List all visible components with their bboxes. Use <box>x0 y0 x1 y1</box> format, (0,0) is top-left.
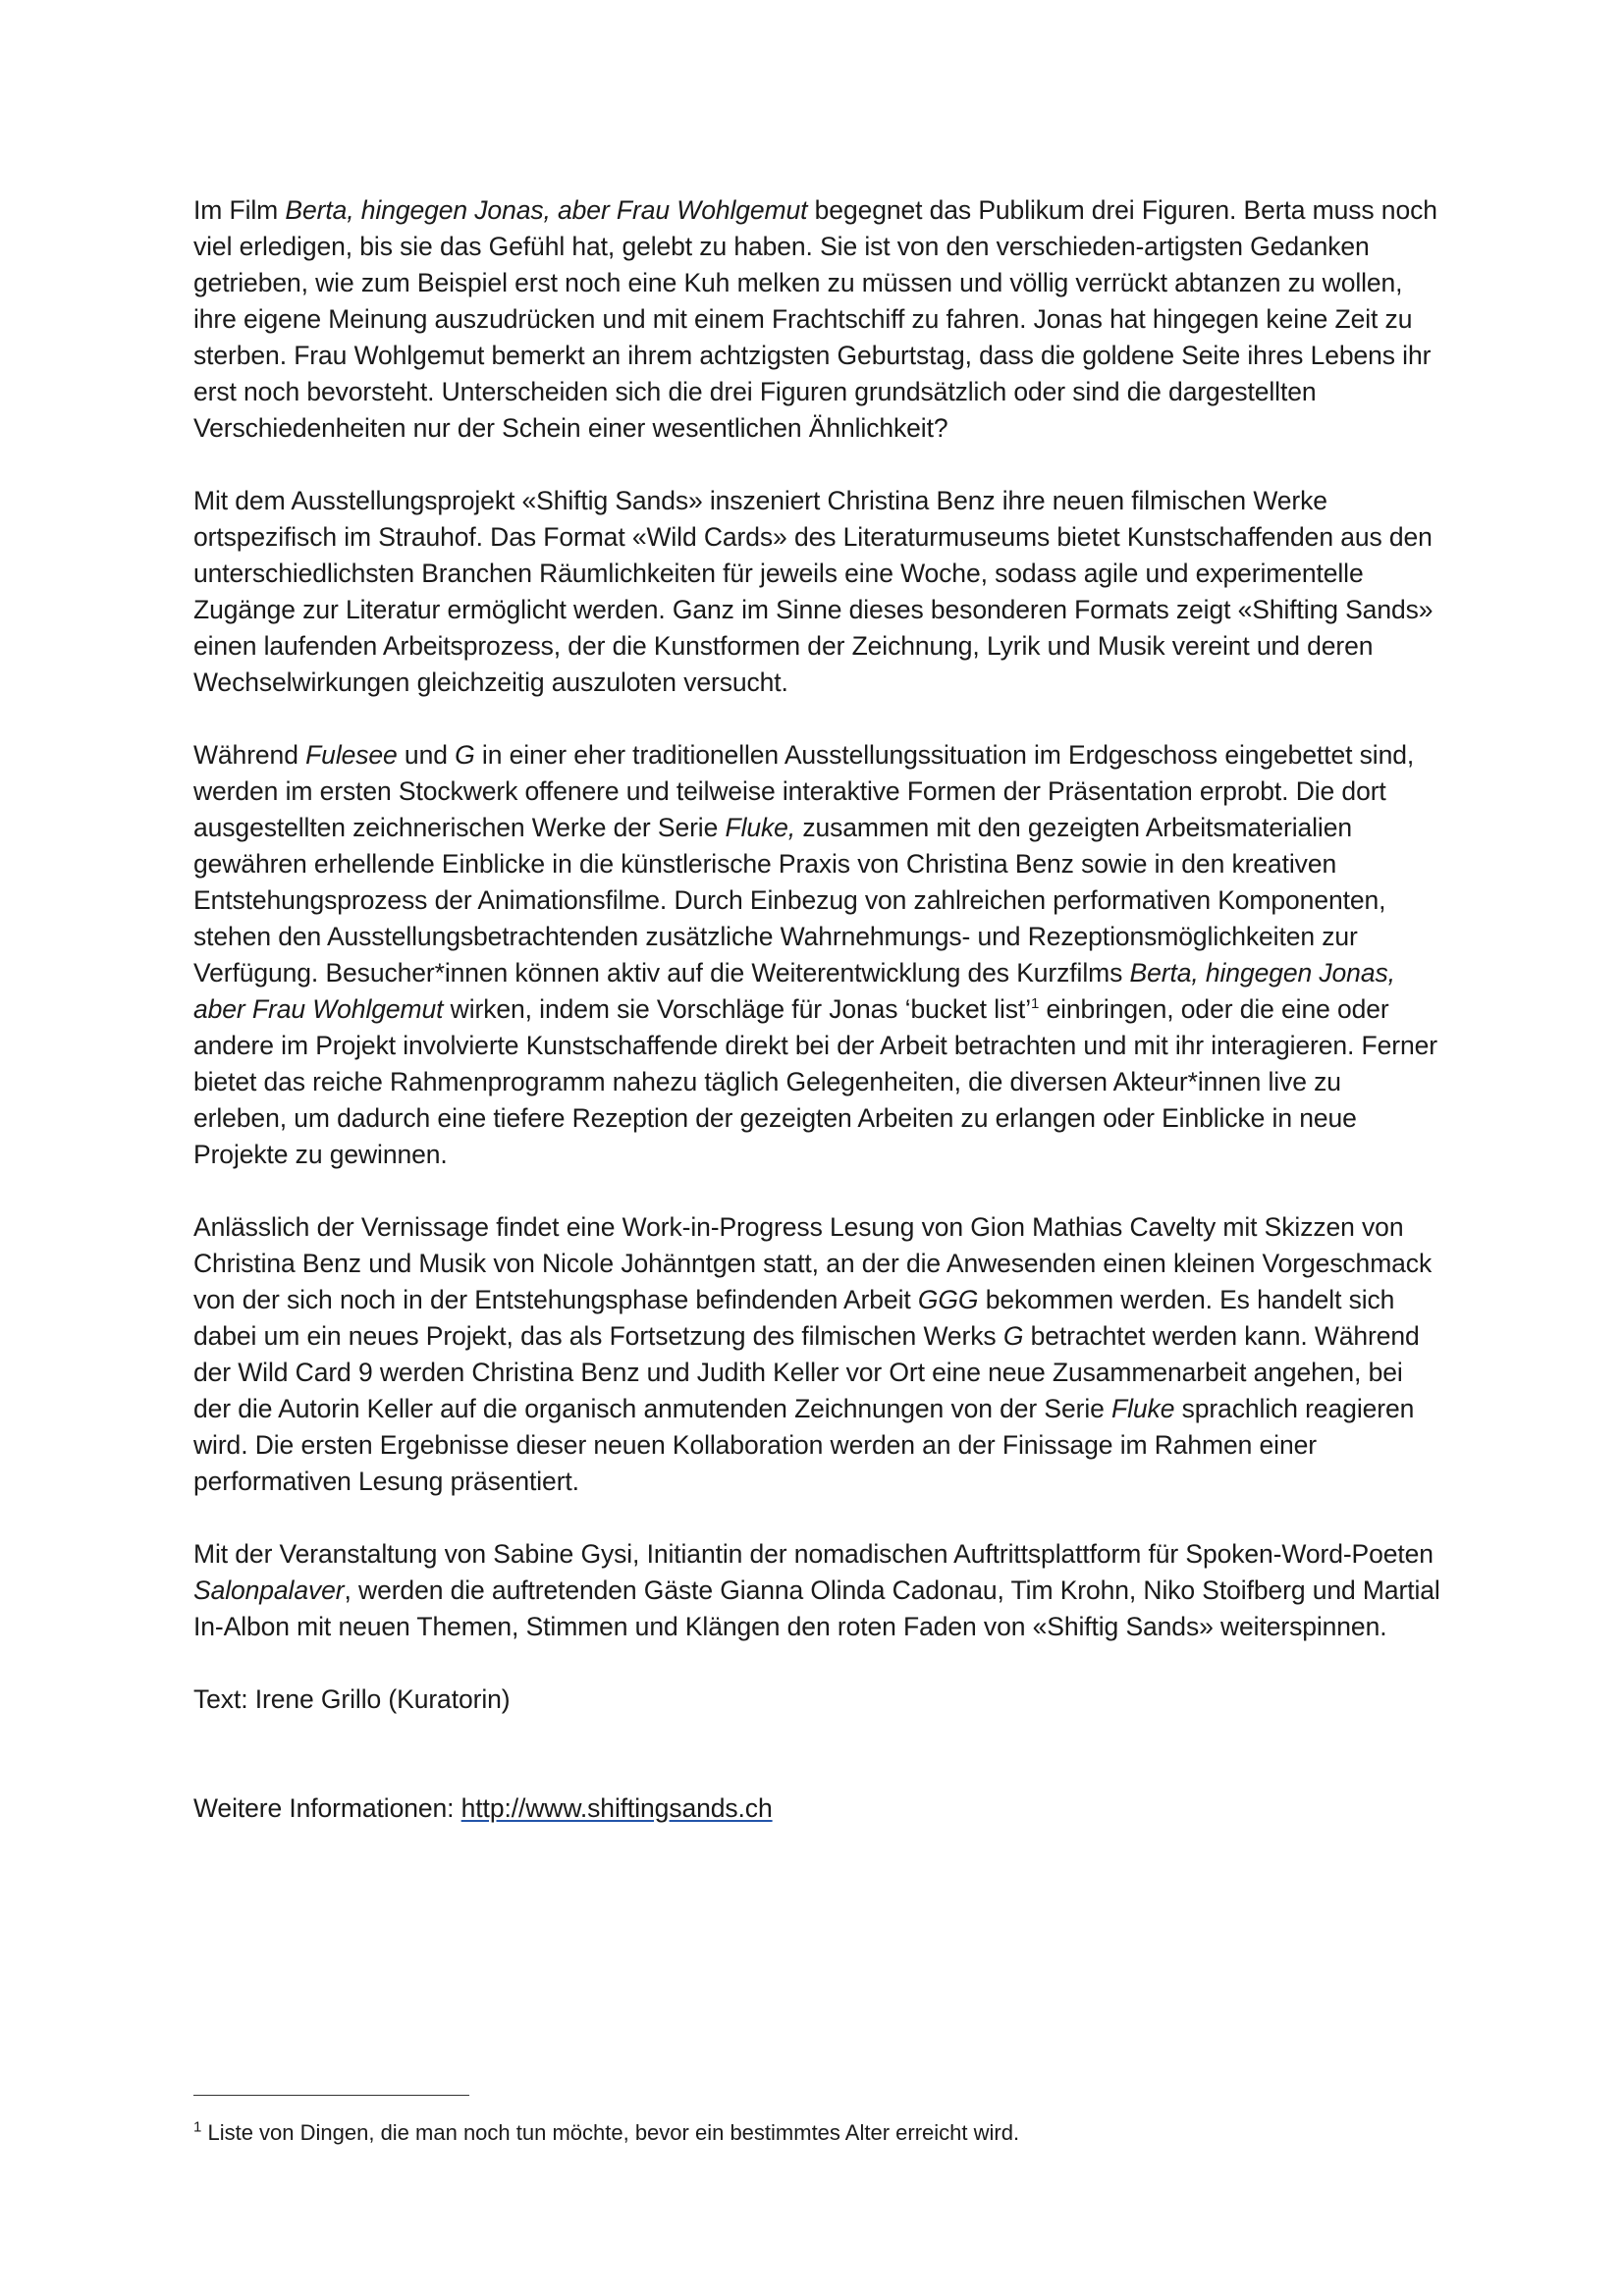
text-run: zusammen mit den gezeigten Arbeitsmaterialien gewähren erhellende Einblicke in die künstlerische Praxis von Christina Benz sowie in den kreativen Entstehungsprozess der Animationsfilme. Durch Einbezug von zahlreichen performativen Komponenten, stehen den Ausstellungsbetrachtenden zusätzliche Wahrnehmungs- und Rezeptionsmöglichkeiten zur Verfügung. Besucher*innen können aktiv auf die Weiterentwicklung des Kurzfilms <box>193 813 1386 988</box>
more-info-line <box>193 1790 1440 1827</box>
work-title-italic: G <box>455 740 475 770</box>
text-run: , werden die auftretenden Gäste Gianna Olinda Cadonau, Tim Krohn, Niko Stoifberg und Martial In-Albon mit neuen Themen, Stimmen und Klängen den roten Faden von «Shiftig Sands» weiterspinnen. <box>193 1575 1440 1641</box>
film-title-italic: Berta, hingegen Jonas, aber Frau Wohlgemut <box>285 195 808 225</box>
footnote <box>193 2118 1440 2148</box>
event-title-italic: Salonpalaver <box>193 1575 345 1605</box>
footnote-text: Liste von Dingen, die man noch tun möchte, bevor ein bestimmtes Alter erreicht wird. <box>201 2120 1020 2145</box>
text-run: sprachlich reagieren wird. Die ersten Ergebnisse dieser neuen Kollaboration werden an der Finissage im Rahmen einer performativen Lesung präsentiert. <box>193 1394 1415 1496</box>
text-run: Im Film <box>193 195 286 225</box>
work-title-italic: Fluke, <box>725 813 796 842</box>
website-link[interactable]: http://www.shiftingsands.ch <box>460 1793 773 1823</box>
paragraph-exhibition-project <box>193 483 1440 701</box>
work-title-italic: Fluke <box>1111 1394 1175 1423</box>
paragraph-film-intro <box>193 192 1440 447</box>
footnote-number: 1 <box>193 2118 202 2136</box>
author-credit: Text: Irene Grillo (Kuratorin) <box>193 1684 511 1714</box>
text-run: in einer eher traditionellen Ausstellungssituation im Erdgeschoss eingebettet sind, werden im ersten Stockwerk offenere und teilweise interaktive Formen der Präsentation erprobt. Die dort ausgestellten zeichnerischen Werke der Serie <box>193 740 1415 842</box>
text-run: und <box>397 740 456 770</box>
more-info-label: Weitere Informationen: <box>193 1793 461 1823</box>
work-title-italic: G <box>1002 1321 1024 1351</box>
footnote-reference[interactable]: 1 <box>1030 995 1040 1013</box>
text-run: Mit dem Ausstellungsprojekt «Shiftig Sands» inszeniert Christina Benz ihre neuen filmischen Werke ortspezifisch im Strauhof. Das Format «Wild Cards» des Literaturmuseums bietet Kunstschaffenden aus den unterschiedlichsten Branchen Räumlichkeiten für jeweils eine Woche, sodass agile und experimentelle Zugänge zur Literatur ermöglicht werden. Ganz im Sinne dieses besonderen Formats zeigt «Shifting Sands» einen laufenden Arbeitsprozess, der die Kunstformen der Zeichnung, Lyrik und Musik vereint und deren Wechselwirkungen gleichzeitig auszuloten versucht. <box>193 486 1434 697</box>
text-run: betrachtet werden kann. Während der Wild Card 9 werden Christina Benz und Judith Keller vor Ort eine neue Zusammenarbeit angehen, bei der die Autorin Keller auf die organisch anmutenden Zeichnungen von der Serie <box>193 1321 1420 1423</box>
work-title-italic: GGG <box>917 1285 979 1314</box>
footnote-divider <box>193 2095 469 2096</box>
text-run: Anlässlich der Vernissage findet eine Work-in-Progress Lesung von Gion Mathias Cavelty mit Skizzen von Christina Benz und Musik von Nicole Johänntgen statt, an der die Anwesenden einen kleinen Vorgeschmack von der sich noch in der Entstehungsphase befindenden Arbeit <box>193 1212 1433 1314</box>
text-run: wirken, indem sie Vorschläge für Jonas ‘bucket list’ <box>443 994 1031 1024</box>
text-run: begegnet das Publikum drei Figuren. Berta muss noch viel erledigen, bis sie das Gefühl hat, gelebt zu haben. Sie ist von den verschieden-artigsten Gedanken getrieben, wie zum Beispiel erst noch eine Kuh melken zu müssen und völlig verrückt abtanzen zu wollen, ihre eigene Meinung auszudrücken und mit einem Frachtschiff zu fahren. Jonas hat hingegen keine Zeit zu sterben. Frau Wohlgemut bemerkt an ihrem achtzigsten Geburtstag, dass die goldene Seite ihres Lebens ihr erst noch bevorsteht. Unterscheiden sich die drei Figuren grundsätzlich oder sind die dargestellten Verschiedenheiten nur der Schein einer wesentlichen Ähnlichkeit? <box>193 195 1437 443</box>
text-run: Während <box>193 740 306 770</box>
text-run: bekommen werden. Es handelt sich dabei um ein neues Projekt, das als Fortsetzung des filmischen Werks <box>193 1285 1395 1351</box>
text-run: Mit der Veranstaltung von Sabine Gysi, Initiantin der nomadischen Auftrittsplattform für Spoken-Word-Poeten <box>193 1539 1434 1569</box>
film-title-italic: Berta, hingegen Jonas, aber Frau Wohlgemut <box>193 958 1395 1024</box>
paragraph-exhibition-floors <box>193 737 1440 1173</box>
work-title-italic: Fulesee <box>305 740 398 770</box>
paragraph-vernissage <box>193 1209 1440 1500</box>
body-text <box>193 192 1440 1863</box>
paragraph-salonpalaver <box>193 1536 1440 1645</box>
text-run: einbringen, oder die eine oder andere im Projekt involvierte Kunstschaffende direkt bei der Arbeit betrachten und mit ihr interagieren. Ferner bietet das reiche Rahmenprogramm nahezu täglich Gelegenheiten, die diversen Akteur*innen live zu erleben, um dadurch eine tiefere Rezeption der gezeigten Arbeiten zu erlangen oder Einblicke in neue Projekte zu gewinnen. <box>193 994 1437 1169</box>
